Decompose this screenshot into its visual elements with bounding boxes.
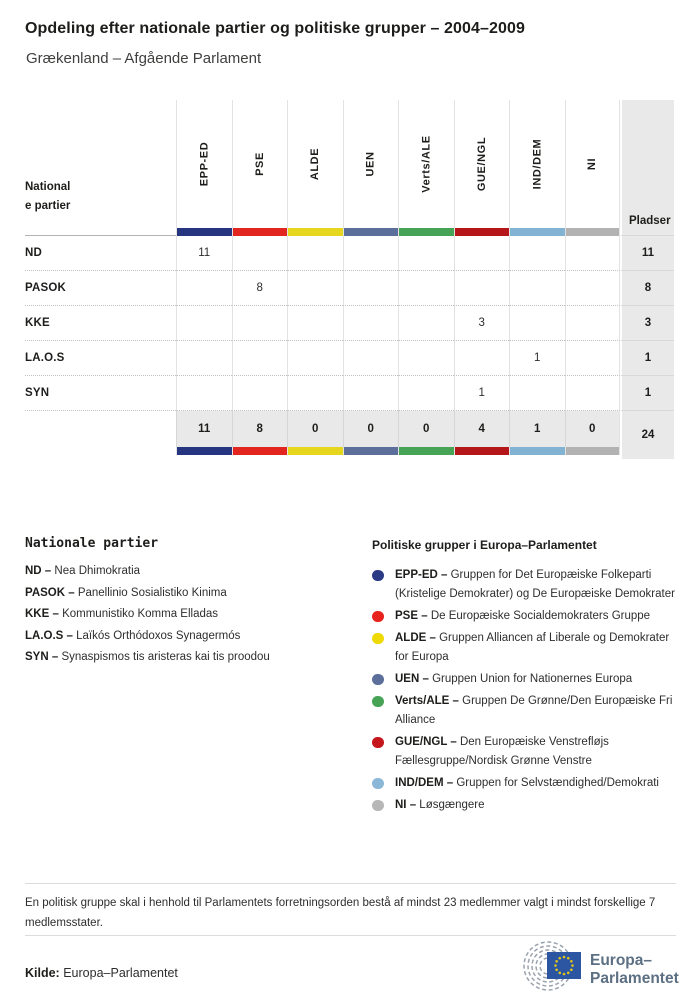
seat-cell bbox=[454, 341, 510, 376]
seat-cell bbox=[565, 341, 621, 376]
grand-total-cell: 24 bbox=[620, 411, 674, 459]
seat-cell bbox=[232, 306, 288, 341]
group-color-dot-icon bbox=[372, 611, 384, 623]
column-header-label: UEN bbox=[364, 151, 377, 177]
group-legend-name: Den Europæiske Venstrefløjs Fællesgruppe/Nordisk Grønne Venstre bbox=[395, 736, 609, 767]
group-color-dot-icon bbox=[372, 633, 384, 645]
party-label: SYN bbox=[25, 376, 176, 411]
group-color-bar bbox=[287, 228, 343, 236]
group-legend-item bbox=[372, 774, 676, 793]
group-legend-code: NI – bbox=[395, 799, 420, 811]
group-color-bar bbox=[343, 228, 399, 236]
logo-text-line2: Parlamentet bbox=[590, 970, 679, 987]
row-total-cell: 1 bbox=[620, 376, 674, 411]
column-total-cell: 4 bbox=[454, 411, 510, 447]
column-header-verts-ale bbox=[398, 100, 454, 228]
seat-cell: 1 bbox=[509, 341, 565, 376]
row-total-cell: 1 bbox=[620, 341, 674, 376]
group-color-bar bbox=[509, 228, 565, 236]
page-title: Opdeling efter nationale partier og politiske grupper – 2004–2009 bbox=[25, 20, 525, 37]
group-color-bar bbox=[398, 447, 454, 455]
seat-cell bbox=[398, 376, 454, 411]
group-legend-item bbox=[372, 733, 676, 771]
seat-cell bbox=[565, 236, 621, 271]
seat-cell: 8 bbox=[232, 271, 288, 306]
column-header-label: Verts/ALE bbox=[420, 135, 433, 193]
party-legend-code: PASOK – bbox=[25, 586, 78, 599]
column-header-label: PSE bbox=[253, 152, 266, 176]
row-header-line1: National bbox=[25, 181, 71, 193]
group-legend-name: Gruppen for Det Europæiske Folkeparti (Kristelige Demokrater) og De Europæiske Demokrater bbox=[395, 569, 675, 600]
party-legend-name: Synaspismos tis aristeras kai tis proodou bbox=[61, 651, 270, 663]
group-legend-item bbox=[372, 796, 676, 815]
group-color-bar bbox=[565, 228, 621, 236]
column-header-label: EPP-ED bbox=[198, 141, 211, 187]
party-legend-code: ND – bbox=[25, 565, 55, 577]
seat-cell bbox=[176, 271, 232, 306]
group-color-dot-icon bbox=[372, 674, 384, 686]
group-legend-name: Gruppen Alliancen af Liberale og Demokrater for Europa bbox=[395, 632, 670, 663]
source-label: Kilde: bbox=[25, 966, 60, 980]
group-color-bar bbox=[176, 447, 232, 455]
group-color-bar bbox=[509, 447, 565, 455]
group-color-bar bbox=[454, 228, 510, 236]
group-legend-name: Løsgængere bbox=[419, 799, 485, 811]
party-legend-name: Nea Dhimokratia bbox=[54, 565, 141, 577]
legend-section bbox=[25, 536, 676, 818]
seat-cell bbox=[398, 306, 454, 341]
seat-cell bbox=[343, 271, 399, 306]
seat-cell bbox=[287, 306, 343, 341]
column-total-cell: 11 bbox=[176, 411, 232, 447]
seat-cell bbox=[565, 376, 621, 411]
group-color-bar bbox=[565, 447, 621, 455]
seat-cell bbox=[232, 341, 288, 376]
seat-cell bbox=[565, 306, 621, 341]
column-header-uen bbox=[343, 100, 399, 228]
group-color-bar bbox=[232, 447, 288, 455]
europarl-logo bbox=[510, 941, 680, 995]
seats-column-header: Pladser bbox=[620, 100, 674, 236]
column-header-gue-ngl bbox=[454, 100, 510, 228]
logo-text-line1: Europa– bbox=[590, 952, 653, 969]
row-total-cell: 11 bbox=[620, 236, 674, 271]
column-header-alde bbox=[287, 100, 343, 228]
column-header-pse bbox=[232, 100, 288, 228]
seat-cell bbox=[454, 236, 510, 271]
group-legend-name: De Europæiske Socialdemokraters Gruppe bbox=[430, 610, 651, 622]
row-total-cell: 3 bbox=[620, 306, 674, 341]
column-header-ni bbox=[565, 100, 621, 228]
group-legend-name: Gruppen for Selvstændighed/Demokrati bbox=[456, 777, 659, 789]
party-label: ND bbox=[25, 236, 176, 271]
party-legend-item bbox=[25, 565, 372, 577]
source-line bbox=[25, 966, 178, 980]
seat-cell bbox=[287, 236, 343, 271]
group-color-bar bbox=[287, 447, 343, 455]
national-parties-heading: Nationale partier bbox=[25, 536, 159, 551]
party-label: PASOK bbox=[25, 271, 176, 306]
party-legend-name: Kommunistiko Komma Elladas bbox=[62, 608, 219, 620]
political-groups-legend bbox=[372, 536, 676, 818]
group-color-dot-icon bbox=[372, 696, 384, 708]
group-color-bar bbox=[176, 228, 232, 236]
group-legend-code: ALDE – bbox=[395, 632, 440, 644]
group-legend-code: UEN – bbox=[395, 673, 433, 685]
column-header-label: IND/DEM bbox=[531, 138, 544, 190]
party-label: LA.O.S bbox=[25, 341, 176, 376]
seat-cell bbox=[343, 306, 399, 341]
group-color-bar bbox=[398, 228, 454, 236]
group-legend-code: GUE/NGL – bbox=[395, 736, 460, 748]
seat-cell bbox=[232, 236, 288, 271]
group-legend-item bbox=[372, 629, 676, 667]
column-total-cell: 0 bbox=[565, 411, 621, 447]
seat-cell bbox=[454, 271, 510, 306]
national-parties-legend bbox=[25, 536, 372, 818]
party-legend-item bbox=[25, 587, 372, 599]
seat-cell bbox=[398, 271, 454, 306]
group-color-dot-icon bbox=[372, 737, 384, 749]
party-legend-code: LA.O.S – bbox=[25, 629, 77, 642]
group-color-bar bbox=[232, 228, 288, 236]
seat-cell bbox=[287, 341, 343, 376]
group-color-bar bbox=[343, 447, 399, 455]
seat-cell bbox=[509, 306, 565, 341]
group-legend-code: EPP-ED – bbox=[395, 569, 451, 581]
column-total-cell: 0 bbox=[287, 411, 343, 447]
party-legend-name: Panellinio Sosialistiko Kinima bbox=[77, 586, 227, 599]
group-color-dot-icon bbox=[372, 570, 384, 582]
column-header-epp-ed bbox=[176, 100, 232, 228]
group-legend-item bbox=[372, 692, 676, 730]
political-groups-list bbox=[372, 566, 676, 815]
group-legend-item bbox=[372, 670, 676, 689]
seat-cell bbox=[343, 376, 399, 411]
page-subtitle: Grækenland – Afgående Parlament bbox=[26, 50, 262, 67]
party-legend-name: Laïkós Orthódoxos Synagermós bbox=[76, 629, 241, 642]
footnote: En politisk gruppe skal i henhold til Parlamentets forretningsorden bestå af mindst 23 medlemmer valgt i mindst forskellige 7 medlemsstater. bbox=[25, 883, 676, 936]
source-value: Europa–Parlamentet bbox=[63, 966, 178, 980]
party-legend-code: SYN – bbox=[25, 651, 62, 663]
group-color-bar bbox=[454, 447, 510, 455]
seat-cell bbox=[287, 376, 343, 411]
group-color-dot-icon bbox=[372, 800, 384, 812]
seat-cell bbox=[287, 271, 343, 306]
seat-cell bbox=[232, 376, 288, 411]
seat-cell: 1 bbox=[454, 376, 510, 411]
group-legend-name: Gruppen Union for Nationernes Europa bbox=[432, 673, 633, 685]
seats-table bbox=[25, 100, 674, 459]
totals-row-spacer bbox=[25, 411, 176, 447]
party-legend-item bbox=[25, 608, 372, 620]
party-legend-item bbox=[25, 630, 372, 642]
seat-cell bbox=[343, 236, 399, 271]
seat-cell bbox=[398, 236, 454, 271]
column-total-cell: 0 bbox=[398, 411, 454, 447]
political-groups-heading: Politiske grupper i Europa–Parlamentet bbox=[372, 538, 597, 552]
eu-flag-icon bbox=[547, 952, 581, 979]
seat-cell bbox=[565, 271, 621, 306]
group-legend-item bbox=[372, 566, 676, 604]
seat-cell bbox=[176, 376, 232, 411]
group-legend-code: Verts/ALE – bbox=[395, 695, 463, 707]
party-legend-code: KKE – bbox=[25, 608, 63, 620]
column-header-label: GUE/NGL bbox=[475, 136, 488, 192]
column-total-cell: 0 bbox=[343, 411, 399, 447]
group-color-dot-icon bbox=[372, 778, 384, 790]
group-legend-name: Gruppen De Grønne/Den Europæiske Fri Alliance bbox=[395, 695, 673, 726]
group-legend-item bbox=[372, 607, 676, 626]
group-legend-code: PSE – bbox=[395, 610, 431, 622]
column-header-label: NI bbox=[586, 157, 599, 171]
row-total-cell: 8 bbox=[620, 271, 674, 306]
seat-cell: 11 bbox=[176, 236, 232, 271]
row-header-underline bbox=[25, 228, 176, 236]
row-header-line2: e partier bbox=[25, 200, 71, 212]
seat-cell bbox=[509, 236, 565, 271]
column-header-label: ALDE bbox=[309, 147, 322, 181]
seat-cell bbox=[509, 376, 565, 411]
group-legend-code: IND/DEM – bbox=[395, 777, 457, 789]
column-total-cell: 1 bbox=[509, 411, 565, 447]
national-parties-list bbox=[25, 565, 372, 663]
seat-cell: 3 bbox=[454, 306, 510, 341]
seat-cell bbox=[509, 271, 565, 306]
column-header-ind-dem bbox=[509, 100, 565, 228]
row-header bbox=[25, 100, 176, 228]
party-legend-item bbox=[25, 651, 372, 663]
seat-cell bbox=[343, 341, 399, 376]
seat-cell bbox=[176, 341, 232, 376]
party-label: KKE bbox=[25, 306, 176, 341]
seat-cell bbox=[176, 306, 232, 341]
seat-cell bbox=[398, 341, 454, 376]
column-total-cell: 8 bbox=[232, 411, 288, 447]
